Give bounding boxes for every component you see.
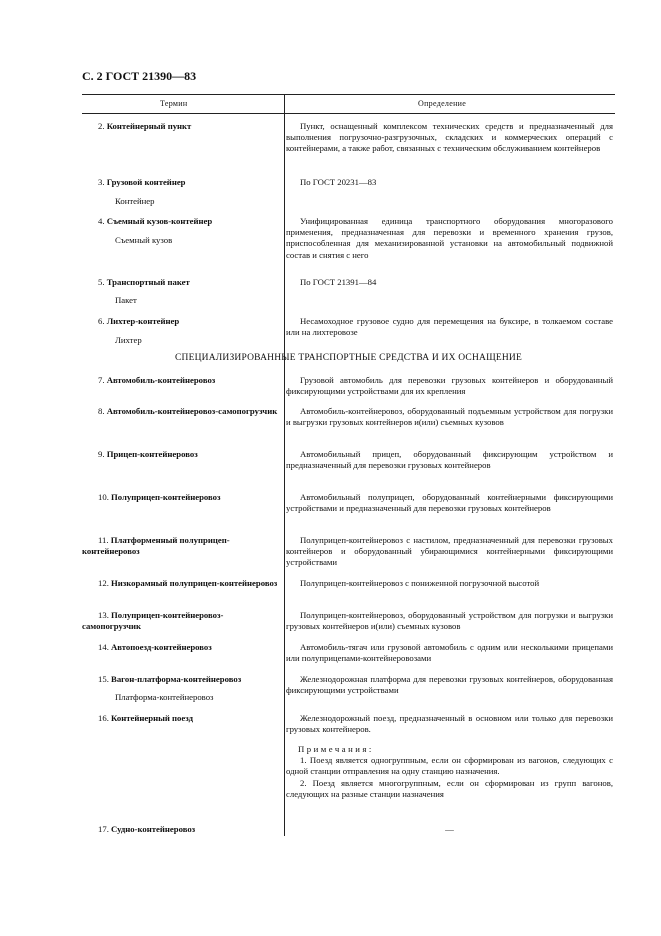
synonym-5: Пакет xyxy=(115,295,137,305)
notes-block xyxy=(286,744,613,800)
page-header: С. 2 ГОСТ 21390—83 xyxy=(82,69,197,83)
term-3: 3. Грузовой контейнер xyxy=(98,177,186,187)
note-1: 1. Поезд является одногруппным, если он сформирован из вагонов, следующих с одной станции отправления на одну станцию назначения. xyxy=(286,755,613,777)
synonym-3: Контейнер xyxy=(115,196,155,206)
definition-8: Автомобиль-контейнеровоз, оборудованный подъемным устройством для погрузки и выгрузки грузовых контейнеров и(или) съемных кузовов xyxy=(286,406,613,428)
synonym-6: Лихтер xyxy=(115,335,142,345)
definition-10: Автомобильный полуприцеп, оборудованный контейнерными фиксирующими устройствами и предназначенный для перевозки грузовых контейнеров xyxy=(286,492,613,514)
definition-7: Грузовой автомобиль для перевозки грузовых контейнеров и оборудованный фиксирующими устройствами для их крепления xyxy=(286,375,613,397)
definition-3: По ГОСТ 20231—83 xyxy=(300,177,377,187)
definition-15: Железнодорожная платформа для перевозки грузовых контейнеров, оборудованная фиксирующими устройствами xyxy=(286,674,613,696)
definition-9: Автомобильный прицеп, оборудованный фиксирующим устройством и предназначенный для перевозки грузовых контейнеров xyxy=(286,449,613,471)
term-15: 15. Вагон-платформа-контейнеровоз xyxy=(98,674,242,684)
definition-11: Полуприцеп-контейнеровоз с настилом, предназначенный для перевозки грузовых контейнеров и оборудованный убирающимися контейнерными фиксирующими устройствами xyxy=(286,535,613,568)
definition-6: Несамоходное грузовое судно для перемещения на буксире, в толкаемом составе или на лихтеровозе xyxy=(286,316,613,338)
definition-4: Унифицированная единица транспортного оборудования многоразового применения, предназначенная для перевозки и временного хранения грузов, приспособленная для механизированной установки на автомобильный подвижной состав и снятия с него xyxy=(286,216,613,260)
term-9: 9. Прицеп-контейнеровоз xyxy=(98,449,198,459)
term-7: 7. Автомобиль-контейнеровоз xyxy=(98,375,216,385)
definition-16: Железнодорожный поезд, предназначенный в основном или только для перевозки грузовых контейнеров. xyxy=(286,713,613,735)
column-header-definition: Определение xyxy=(418,99,467,108)
section-title: СПЕЦИАЛИЗИРОВАННЫЕ ТРАНСПОРТНЫЕ СРЕДСТВА И ИХ ОСНАЩЕНИЕ xyxy=(174,353,523,363)
definition-12: Полуприцеп-контейнеровоз с пониженной погрузочной высотой xyxy=(300,578,540,588)
table-header-rule xyxy=(82,113,615,114)
column-header-term: Термин xyxy=(160,99,188,108)
definition-14: Автомобиль-тягач или грузовой автомобиль с одним или несколькими прицепами или полуприцепами-контейнеровозами xyxy=(286,642,613,664)
note-2: 2. Поезд является многогруппным, если он сформирован из групп вагонов, следующих на разные станции назначения xyxy=(286,777,613,799)
term-12: 12. Низкорамный полуприцеп-контейнеровоз xyxy=(98,578,278,588)
definition-2: Пункт, оснащенный комплексом технических средств и предназначенный для выполнения погрузочно-разгрузочных, складских и коммерческих операций с контейнерами, а также работ, связанных с техническим обслуживанием контейнеров xyxy=(286,121,613,154)
term-11: 11. Платформенный полуприцеп-контейнеровоз xyxy=(82,535,230,557)
definition-13: Полуприцеп-контейнеровоз, оборудованный устройством для погрузки и выгрузки грузовых контейнеров и(или) съемных кузовов xyxy=(286,610,613,632)
term-13: 13. Полуприцеп-контейнеровоз-самопогрузчик xyxy=(82,610,224,632)
term-5: 5. Транспортный пакет xyxy=(98,277,190,287)
column-divider xyxy=(284,95,285,836)
table-top-rule xyxy=(82,94,615,95)
definition-17: — xyxy=(445,824,454,834)
term-6: 6. Лихтер-контейнер xyxy=(98,316,180,326)
synonym-15: Платформа-контейнеровоз xyxy=(115,692,214,702)
term-4: 4. Съемный кузов-контейнер xyxy=(98,216,213,226)
term-10: 10. Полуприцеп-контейнеровоз xyxy=(98,492,221,502)
term-8: 8. Автомобиль-контейнеровоз-самопогрузчик xyxy=(98,406,278,416)
definition-5: По ГОСТ 21391—84 xyxy=(300,277,377,287)
term-14: 14. Автопоезд-контейнеровоз xyxy=(98,642,212,652)
synonym-4: Съемный кузов xyxy=(115,235,173,245)
term-17: 17. Судно-контейнеровоз xyxy=(98,824,196,834)
term-16: 16. Контейнерный поезд xyxy=(98,713,193,723)
notes-title: Примечания: xyxy=(298,744,374,754)
term-2: 2. Контейнерный пункт xyxy=(98,121,192,131)
